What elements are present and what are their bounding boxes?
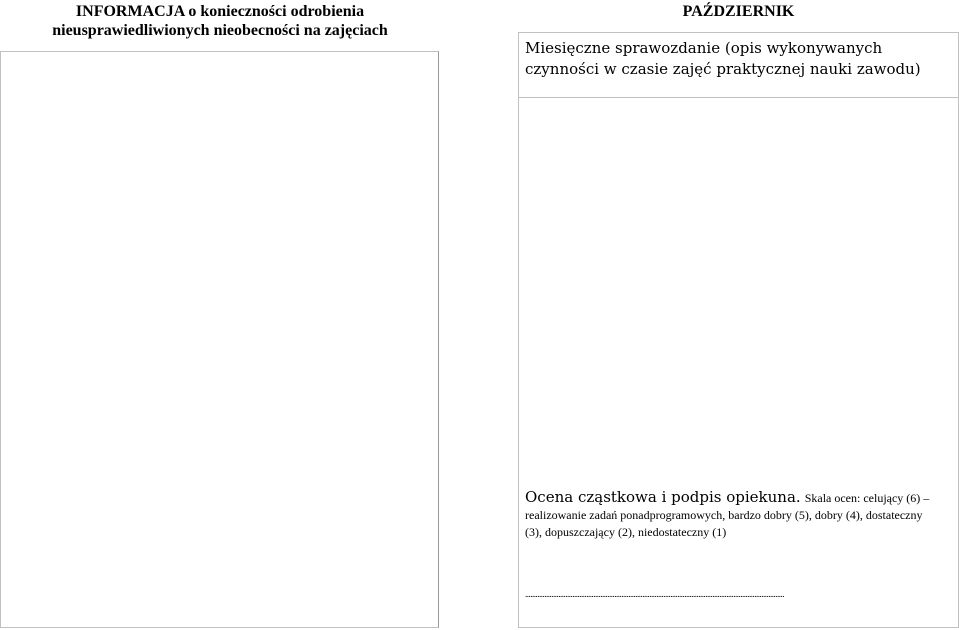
monthly-report-header bbox=[519, 33, 958, 98]
grade-scale-line3: (3), dopuszczający (2), niedostateczny (1) bbox=[525, 525, 727, 539]
grade-section bbox=[519, 489, 958, 541]
report-title-line2: czynności w czasie zajęć praktycznej nauki zawodu) bbox=[525, 60, 921, 78]
absence-info-title bbox=[0, 2, 440, 40]
grade-heading: Ocena cząstkowa i podpis opiekuna. bbox=[525, 488, 801, 506]
report-title-line1: Miesięczne sprawozdanie (opis wykonywanych bbox=[525, 39, 883, 57]
absence-info-box[interactable] bbox=[0, 51, 439, 628]
grade-scale-line1: Skala ocen: celujący (6) – bbox=[804, 491, 930, 505]
absence-info-title-line2: nieusprawiedliwionych nieobecności na zajęciach bbox=[52, 22, 388, 39]
monthly-report-box bbox=[518, 32, 959, 628]
absence-info-title-line1: INFORMACJA o konieczności odrobienia bbox=[75, 3, 365, 20]
month-title: PAŹDZIERNIK bbox=[682, 3, 795, 20]
signature-line[interactable]: .................................................................................................................................................... bbox=[525, 589, 784, 599]
grade-scale-line2: realizowanie zadań ponadprogramowych, bardzo dobry (5), dobry (4), dostateczny bbox=[525, 508, 923, 522]
